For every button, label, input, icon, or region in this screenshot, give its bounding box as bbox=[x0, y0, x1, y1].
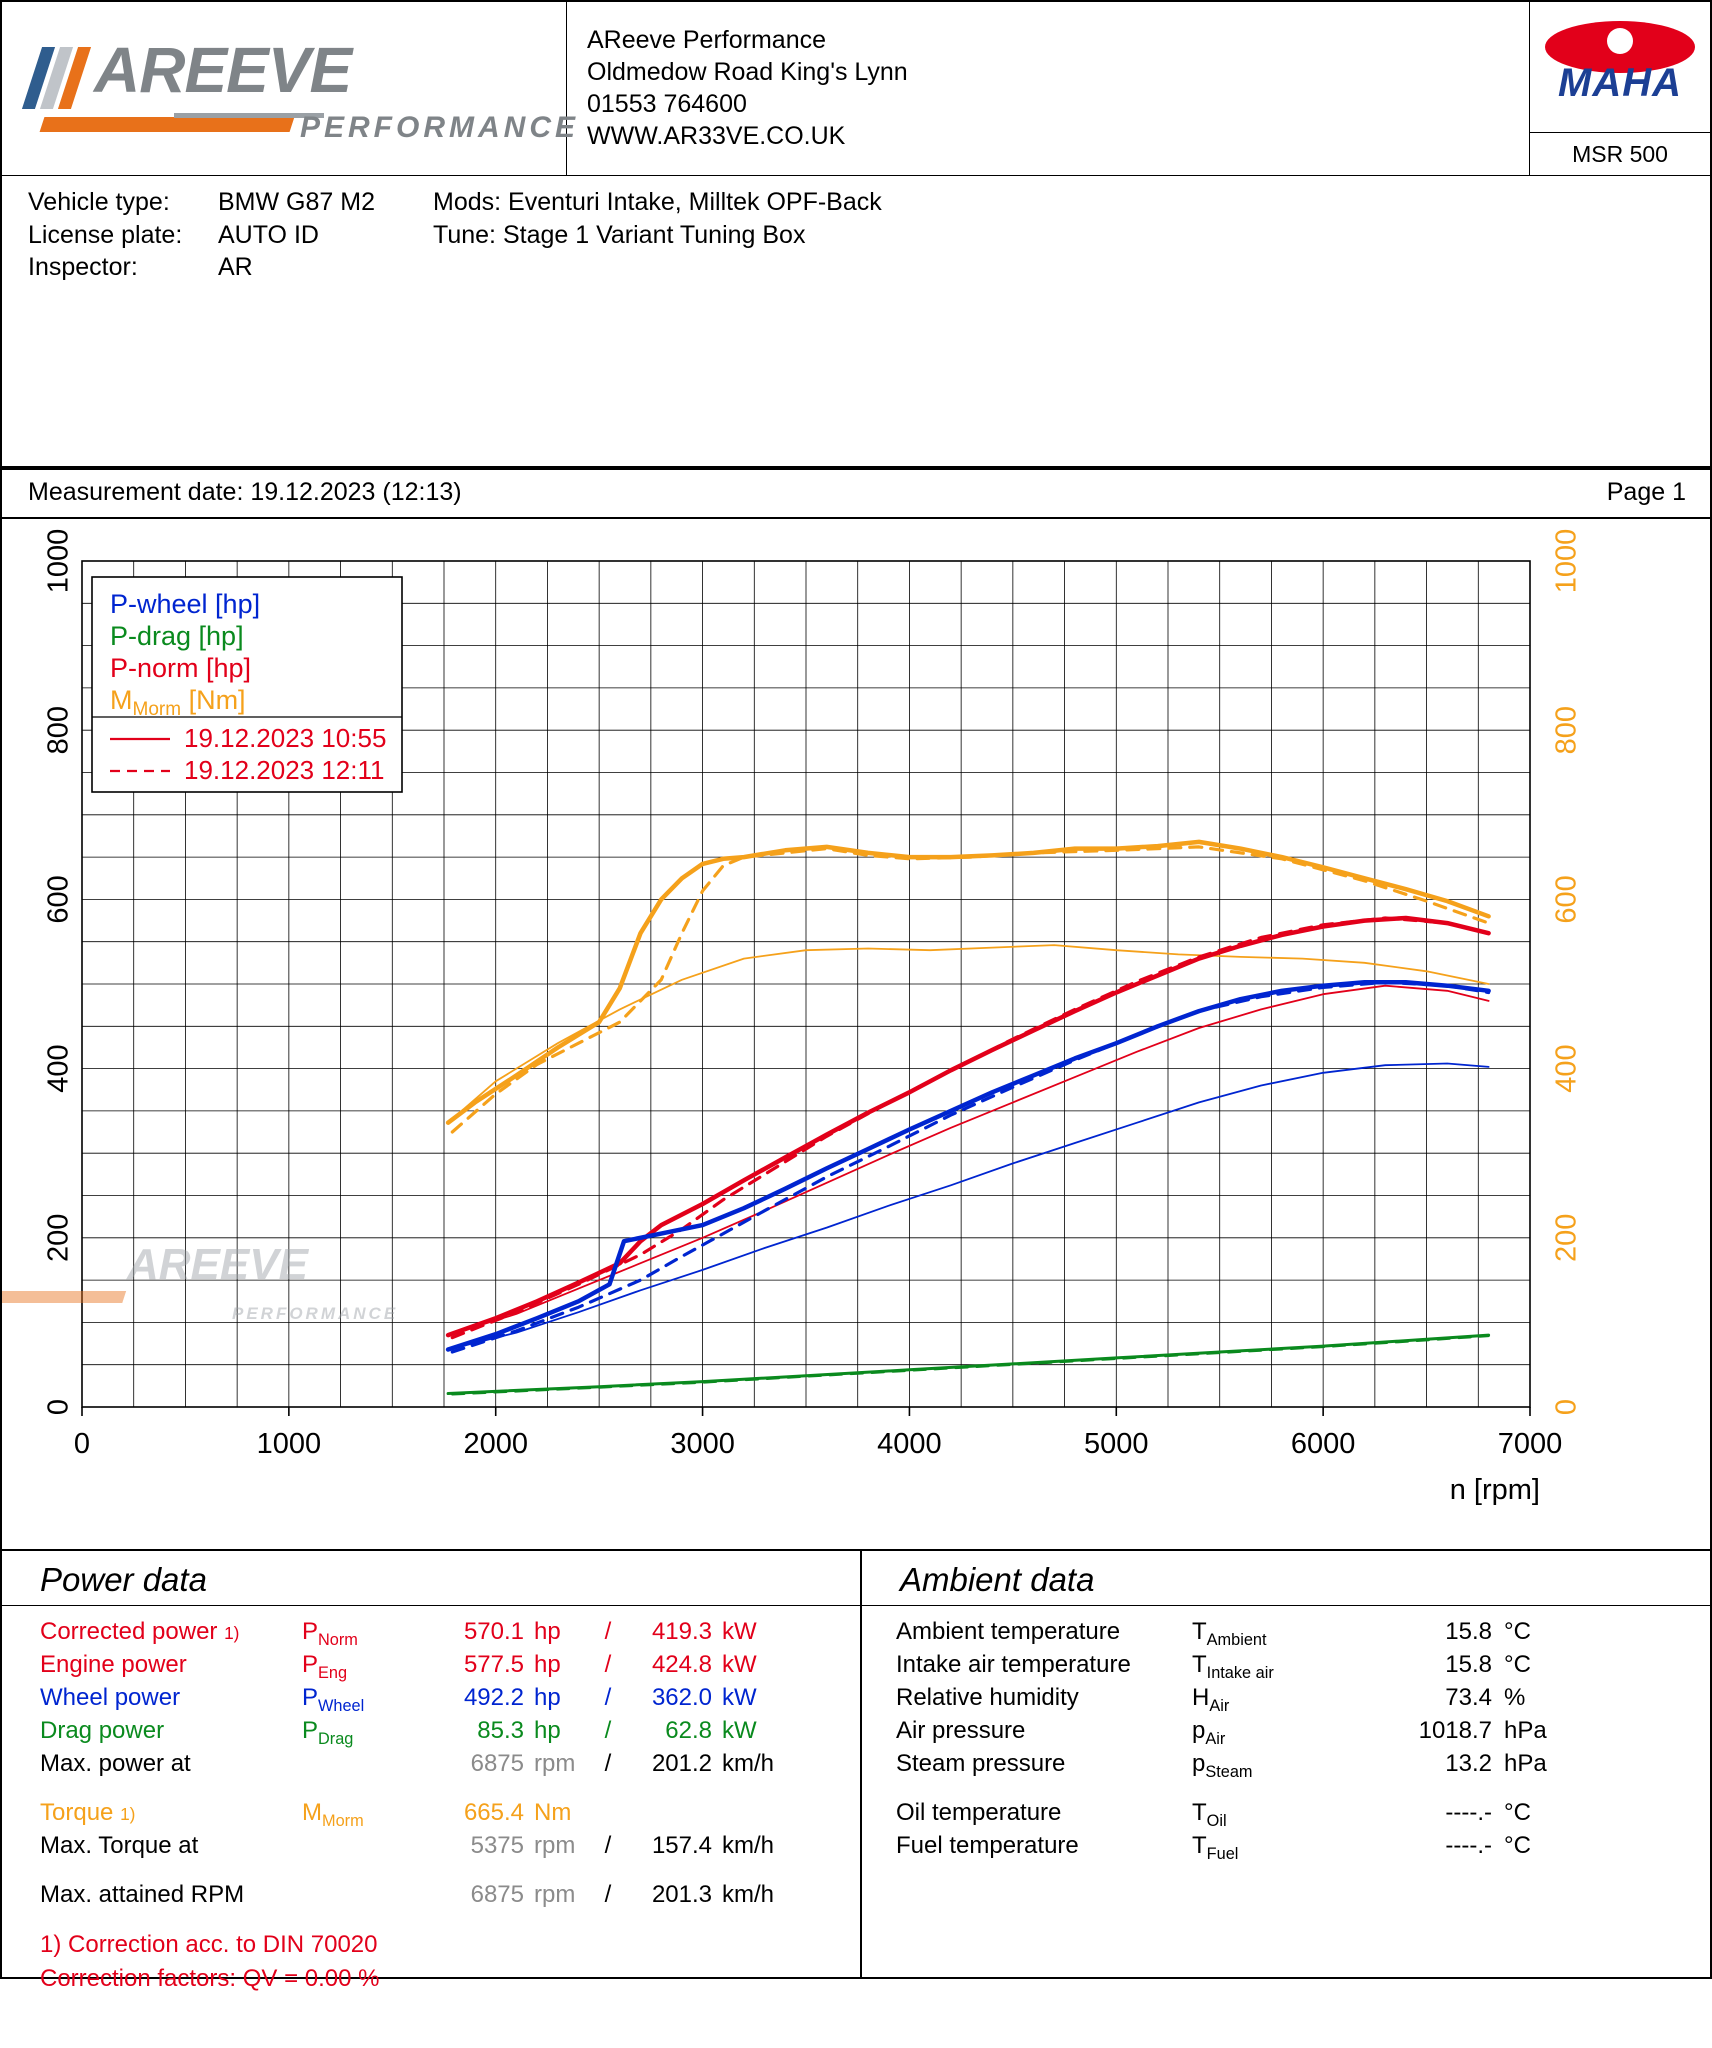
power-row-unit-1: hp bbox=[534, 1683, 561, 1711]
y-tick-label-right: 1000 bbox=[1550, 528, 1583, 593]
y-tick-label-left: 400 bbox=[42, 1043, 75, 1093]
y-tick-label-left: 600 bbox=[42, 874, 75, 924]
dyno-chart bbox=[0, 519, 1712, 1551]
ambient-row-label: Fuel temperature bbox=[896, 1831, 1079, 1859]
power-row-unit-1: hp bbox=[534, 1716, 561, 1744]
ambient-data-row bbox=[862, 1618, 1710, 1651]
inspector-row bbox=[2, 251, 1710, 284]
ambient-row-symbol: $T_{Oil}$ bbox=[1192, 1798, 1227, 1830]
power-row-symbol: $M_{Morm}$ bbox=[302, 1798, 364, 1830]
power-row-separator: / bbox=[604, 1716, 612, 1744]
power-data-row bbox=[2, 1750, 860, 1783]
company-logo bbox=[2, 2, 580, 175]
svg-text:PERFORMANCE: PERFORMANCE bbox=[232, 1303, 399, 1323]
maha-branding bbox=[1530, 2, 1710, 175]
x-tick-label: 6000 bbox=[1290, 1427, 1356, 1460]
ambient-data-rows bbox=[862, 1606, 1710, 1865]
chart-series bbox=[448, 918, 1489, 1335]
power-row-value-1: 6875 bbox=[470, 1749, 524, 1777]
license-plate-row bbox=[2, 219, 1710, 252]
license-plate-value: AUTO ID bbox=[218, 220, 319, 249]
power-row-separator: / bbox=[604, 1831, 612, 1859]
company-address bbox=[567, 2, 1530, 175]
report-header bbox=[0, 0, 1712, 176]
power-data-row bbox=[2, 1832, 860, 1865]
ambient-data-row bbox=[862, 1717, 1710, 1750]
y-tick-label-right: 200 bbox=[1550, 1213, 1583, 1262]
power-row-separator: / bbox=[604, 1617, 612, 1645]
power-row-value-1: 570.1 bbox=[463, 1617, 524, 1645]
logo-wordmark: AREEVE bbox=[94, 33, 352, 106]
power-row-separator: / bbox=[604, 1749, 612, 1777]
maha-wordmark: MAHA bbox=[1558, 61, 1682, 105]
power-row-value-1: 85.3 bbox=[477, 1716, 524, 1744]
ambient-row-label: Steam pressure bbox=[896, 1749, 1066, 1777]
ambient-row-symbol: $p_{Steam}$ bbox=[1192, 1749, 1253, 1781]
ambient-row-label: Oil temperature bbox=[896, 1798, 1062, 1826]
x-tick-label: 7000 bbox=[1497, 1427, 1563, 1460]
ambient-row-unit: °C bbox=[1504, 1617, 1531, 1645]
y-tick-label-left: 0 bbox=[42, 1398, 75, 1415]
power-row-unit-1: rpm bbox=[534, 1831, 576, 1859]
chart-series bbox=[448, 982, 1489, 1349]
power-data-rows bbox=[2, 1606, 860, 1914]
x-tick-label: 5000 bbox=[1084, 1427, 1149, 1460]
power-data-row bbox=[2, 1717, 860, 1750]
power-row-value-2: 362.0 bbox=[651, 1683, 712, 1711]
correction-note-2: Correction factors: QV = 0.00 % bbox=[40, 1964, 380, 1992]
power-row-unit-2: kW bbox=[722, 1617, 757, 1645]
power-row-symbol: $P_{Wheel}$ bbox=[302, 1683, 365, 1715]
svg-text:AREEVE: AREEVE bbox=[127, 1239, 308, 1289]
measurement-date: Measurement date: 19.12.2023 (12:13) bbox=[28, 477, 462, 506]
measurement-row bbox=[0, 470, 1712, 519]
power-row-unit-2: km/h bbox=[722, 1880, 775, 1908]
power-data-panel bbox=[2, 1551, 862, 1992]
vehicle-tune: Tune: Stage 1 Variant Tuning Box bbox=[433, 220, 806, 249]
logo-orange-bar bbox=[40, 117, 295, 132]
power-row-value-2: 201.2 bbox=[651, 1749, 712, 1777]
power-row-unit-2: kW bbox=[722, 1683, 757, 1711]
ambient-row-value: 73.4 bbox=[1445, 1683, 1492, 1711]
ambient-data-row bbox=[862, 1651, 1710, 1684]
power-data-row bbox=[2, 1618, 860, 1651]
ambient-row-label: Air pressure bbox=[896, 1716, 1026, 1744]
power-row-symbol: $P_{Drag}$ bbox=[302, 1716, 354, 1748]
ambient-row-unit: °C bbox=[1504, 1831, 1531, 1859]
company-website: WWW.AR33VE.CO.UK bbox=[587, 122, 846, 150]
power-row-label: Corrected power 1) bbox=[40, 1617, 240, 1645]
license-plate-label: License plate: bbox=[28, 220, 183, 249]
power-row-value-1: 492.2 bbox=[463, 1683, 524, 1711]
power-row-label: Max. power at bbox=[40, 1749, 191, 1777]
power-row-unit-1: hp bbox=[534, 1617, 561, 1645]
company-phone: 01553 764600 bbox=[587, 90, 747, 118]
ambient-row-symbol: $T_{Fuel}$ bbox=[1192, 1831, 1239, 1863]
maha-logo-icon bbox=[1545, 21, 1695, 113]
power-data-row bbox=[2, 1684, 860, 1717]
legend-run-label: 19.12.2023 10:55 bbox=[184, 722, 387, 753]
x-axis-label: n [rpm] bbox=[1449, 1473, 1540, 1506]
power-row-value-1: 665.4 bbox=[463, 1798, 524, 1826]
power-row-label: Engine power bbox=[40, 1650, 187, 1678]
power-row-label: Torque 1) bbox=[40, 1798, 136, 1826]
ambient-row-unit: % bbox=[1504, 1683, 1526, 1711]
power-row-label: Max. Torque at bbox=[40, 1831, 199, 1859]
ambient-row-value: ----.- bbox=[1445, 1798, 1492, 1826]
power-row-value-2: 201.3 bbox=[651, 1880, 712, 1908]
power-row-unit-1: Nm bbox=[534, 1798, 572, 1826]
power-data-row bbox=[2, 1651, 860, 1684]
correction-note-1: 1) Correction acc. to DIN 70020 bbox=[40, 1930, 378, 1958]
ambient-row-unit: °C bbox=[1504, 1798, 1531, 1826]
power-row-unit-1: rpm bbox=[534, 1880, 576, 1908]
legend-entry: P-norm [hp] bbox=[110, 652, 252, 683]
page-number: Page 1 bbox=[1606, 477, 1686, 506]
x-tick-label: 2000 bbox=[463, 1427, 528, 1460]
vehicle-type-label: Vehicle type: bbox=[28, 188, 170, 216]
power-row-value-1: 577.5 bbox=[463, 1650, 524, 1678]
maha-model: MSR 500 bbox=[1572, 140, 1668, 167]
power-row-value-1: 5375 bbox=[470, 1831, 524, 1859]
power-row-separator: / bbox=[604, 1650, 612, 1678]
ambient-row-label: Relative humidity bbox=[896, 1683, 1079, 1711]
power-row-value-2: 419.3 bbox=[651, 1617, 712, 1645]
ambient-data-row bbox=[862, 1750, 1710, 1783]
chart-series bbox=[448, 985, 1489, 1334]
y-tick-label-right: 400 bbox=[1550, 1043, 1583, 1093]
chart-canvas bbox=[2, 519, 1710, 1549]
legend-entry: P-wheel [hp] bbox=[110, 588, 261, 619]
ambient-row-value: 15.8 bbox=[1445, 1650, 1492, 1678]
ambient-row-value: ----.- bbox=[1445, 1831, 1492, 1859]
ambient-row-label: Intake air temperature bbox=[896, 1650, 1131, 1678]
company-name: AReeve Performance bbox=[587, 26, 827, 54]
x-tick-label: 1000 bbox=[256, 1427, 322, 1460]
power-data-title: Power data bbox=[2, 1551, 860, 1606]
power-row-value-1: 6875 bbox=[470, 1880, 524, 1908]
logo-bars-icon bbox=[32, 47, 92, 109]
power-row-unit-2: km/h bbox=[722, 1831, 775, 1859]
power-row-label: Wheel power bbox=[40, 1683, 181, 1711]
ambient-row-value: 15.8 bbox=[1445, 1617, 1492, 1645]
y-tick-label-left: 800 bbox=[42, 705, 75, 754]
x-tick-label: 4000 bbox=[877, 1427, 942, 1460]
power-row-value-2: 424.8 bbox=[651, 1650, 712, 1678]
ambient-row-unit: °C bbox=[1504, 1650, 1531, 1678]
ambient-row-symbol: $T_{Ambient}$ bbox=[1192, 1617, 1267, 1649]
power-row-label: Max. attained RPM bbox=[40, 1880, 245, 1908]
logo-subtitle: PERFORMANCE bbox=[300, 110, 580, 144]
power-data-row bbox=[2, 1881, 860, 1914]
notes-empty-area bbox=[2, 296, 1710, 468]
ambient-row-unit: hPa bbox=[1504, 1716, 1547, 1744]
power-row-value-2: 157.4 bbox=[651, 1831, 712, 1859]
chart-series bbox=[452, 846, 1488, 1131]
inspector-value: AR bbox=[218, 253, 253, 281]
legend-entry: P-drag [hp] bbox=[110, 620, 244, 651]
ambient-row-symbol: $H_{Air}$ bbox=[1192, 1683, 1230, 1715]
chart-series bbox=[448, 945, 1489, 1123]
power-data-row bbox=[2, 1799, 860, 1832]
vehicle-type-value: BMW G87 M2 bbox=[218, 188, 375, 216]
power-row-separator: / bbox=[604, 1683, 612, 1711]
chart-series bbox=[448, 841, 1489, 1122]
inspector-label: Inspector: bbox=[28, 253, 138, 281]
power-row-separator: / bbox=[604, 1880, 612, 1908]
legend-run-label: 19.12.2023 12:11 bbox=[184, 754, 385, 785]
y-tick-label-right: 800 bbox=[1550, 705, 1583, 754]
power-row-unit-2: km/h bbox=[722, 1749, 775, 1777]
ambient-data-row bbox=[862, 1684, 1710, 1717]
ambient-row-value: 13.2 bbox=[1445, 1749, 1492, 1777]
y-tick-label-left: 200 bbox=[42, 1213, 75, 1262]
power-row-unit-1: hp bbox=[534, 1650, 561, 1678]
company-street: Oldmedow Road King's Lynn bbox=[587, 58, 908, 86]
ambient-row-symbol: $p_{Air}$ bbox=[1192, 1716, 1226, 1748]
ambient-data-row bbox=[862, 1832, 1710, 1865]
power-row-unit-2: kW bbox=[722, 1716, 757, 1744]
ambient-data-title: Ambient data bbox=[862, 1551, 1710, 1606]
vehicle-mods: Mods: Eventuri Intake, Milltek OPF-Back bbox=[433, 188, 882, 216]
ambient-row-label: Ambient temperature bbox=[896, 1617, 1121, 1645]
vehicle-info-block bbox=[0, 176, 1712, 470]
x-tick-label: 0 bbox=[73, 1427, 91, 1460]
ambient-data-panel bbox=[862, 1551, 1710, 1977]
y-tick-label-right: 600 bbox=[1550, 874, 1583, 924]
power-row-label: Drag power bbox=[40, 1716, 165, 1744]
ambient-row-unit: hPa bbox=[1504, 1749, 1547, 1777]
ambient-row-value: 1018.7 bbox=[1418, 1716, 1492, 1744]
x-tick-label: 3000 bbox=[670, 1427, 735, 1460]
chart-series bbox=[452, 918, 1488, 1338]
ambient-data-row bbox=[862, 1799, 1710, 1832]
ambient-row-symbol: $T_{Intake air}$ bbox=[1192, 1650, 1274, 1682]
vehicle-type-row bbox=[2, 186, 1710, 219]
power-row-unit-2: kW bbox=[722, 1650, 757, 1678]
y-tick-label-left: 1000 bbox=[42, 528, 75, 593]
data-section bbox=[0, 1551, 1712, 1992]
power-row-value-2: 62.8 bbox=[665, 1716, 712, 1744]
power-row-unit-1: rpm bbox=[534, 1749, 576, 1777]
power-row-symbol: $P_{Eng}$ bbox=[302, 1650, 348, 1682]
chart-series bbox=[452, 982, 1488, 1352]
legend-entry: MMorm [Nm] bbox=[110, 684, 246, 720]
y-tick-label-right: 0 bbox=[1550, 1398, 1583, 1415]
power-row-symbol: $P_{Norm}$ bbox=[302, 1617, 358, 1649]
